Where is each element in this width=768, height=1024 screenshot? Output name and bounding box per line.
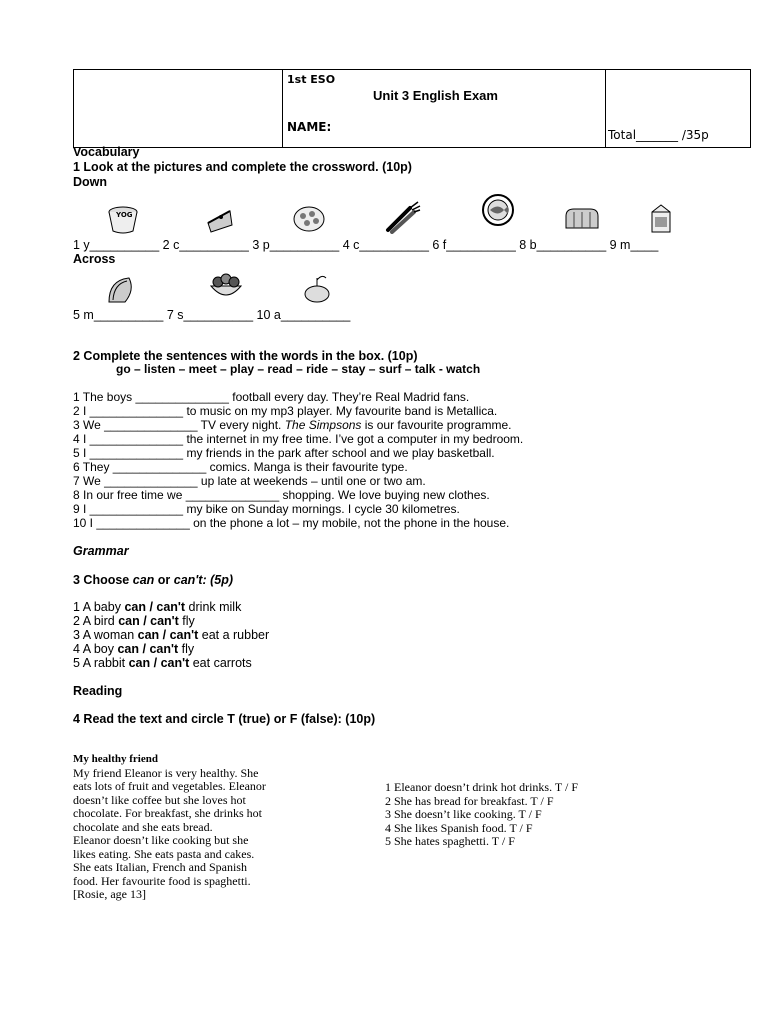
svg-text:YOG: YOG	[116, 211, 133, 219]
sentence-3: 3 We ______________ TV every night. The Simpsons is our favourite programme.	[73, 418, 512, 432]
fish-plate-icon	[480, 193, 516, 227]
text-line-5: chocolate and she eats bread.	[73, 820, 213, 834]
q1-heading: 1 Look at the pictures and complete the crossword. (10p)	[73, 160, 412, 174]
total-score: Total_______ /35p	[608, 128, 709, 142]
sentence-7: 7 We ______________ up late at weekends – until one or two am.	[73, 474, 426, 488]
sentence-10: 10 I ______________ on the phone a lot – my mobile, not the phone in the house.	[73, 516, 510, 530]
exam-title: Unit 3 English Exam	[373, 88, 498, 103]
q4-heading: 4 Read the text and circle T (true) or F (false): (10p)	[73, 712, 376, 726]
bread-icon	[564, 206, 600, 232]
text-line-3: doesn’t like coffee but she loves hot	[73, 793, 246, 807]
across-answers: 5 m__________ 7 s__________ 10 a__________	[73, 308, 351, 322]
text-line-6: Eleanor doesn’t like cooking but she	[73, 833, 249, 847]
milk-carton-icon	[646, 202, 676, 234]
grammar-item-1: 1 A baby can / can't drink milk	[73, 600, 242, 614]
text-title: My healthy friend	[73, 753, 158, 765]
sentence-1: 1 The boys ______________ football every day. They’re Real Madrid fans.	[73, 390, 470, 404]
text-line-9: food. Her favourite food is spaghetti.	[73, 874, 251, 888]
text-line-1: My friend Eleanor is very healthy. She	[73, 766, 259, 780]
sentence-5: 5 I ______________ my friends in the park after school and we play basketball.	[73, 446, 495, 460]
text-line-8: She eats Italian, French and Spanish	[73, 860, 247, 874]
grammar-heading: Grammar	[73, 544, 129, 558]
down-answers: 1 y__________ 2 c__________ 3 p__________ 4 c__________ 6 f__________ 8 b__________ 9 m____	[73, 238, 659, 252]
grammar-item-5: 5 A rabbit can / can't eat carrots	[73, 656, 252, 670]
pizza-icon	[292, 202, 326, 234]
statement-4: 4 She likes Spanish food. T / F	[385, 821, 533, 835]
sentence-2: 2 I ______________ to music on my mp3 player. My favourite band is Metallica.	[73, 404, 498, 418]
text-line-4: chocolate. For breakfast, she drinks hot	[73, 806, 262, 820]
sentence-6: 6 They ______________ comics. Manga is their favourite type.	[73, 460, 408, 474]
statement-3: 3 She doesn’t like cooking. T / F	[385, 807, 542, 821]
text-line-10: [Rosie, age 13]	[73, 887, 146, 901]
apple-icon	[302, 272, 332, 304]
text-line-2: eats lots of fruit and vegetables. Eleanor	[73, 779, 266, 793]
statement-2: 2 She has bread for breakfast. T / F	[385, 794, 554, 808]
text-line-7: likes eating. She eats pasta and cakes.	[73, 847, 255, 861]
statement-1: 1 Eleanor doesn’t drink hot drinks. T / F	[385, 780, 578, 794]
sentence-8: 8 In our free time we ______________ shopping. We love buying new clothes.	[73, 488, 490, 502]
yogurt-icon	[106, 205, 140, 235]
q2-heading: 2 Complete the sentences with the words in the box. (10p)	[73, 349, 418, 363]
q3-heading: 3 Choose can or can't: (5p)	[73, 573, 233, 587]
down-label: Down	[73, 175, 108, 189]
grammar-item-2: 2 A bird can / can't fly	[73, 614, 195, 628]
name-label: NAME:	[287, 120, 332, 134]
word-box: go – listen – meet – play – read – ride – stay – surf – talk - watch	[116, 362, 481, 376]
header-cell-left	[74, 70, 283, 147]
sentence-9: 9 I ______________ my bike on Sunday mornings. I cycle 30 kilometres.	[73, 502, 460, 516]
level-label: 1st ESO	[287, 73, 336, 86]
salad-icon	[208, 270, 244, 302]
across-label: Across	[73, 252, 116, 266]
grammar-item-3: 3 A woman can / can't eat a rubber	[73, 628, 270, 642]
cake-icon	[205, 205, 235, 235]
statement-5: 5 She hates spaghetti. T / F	[385, 834, 515, 848]
grammar-item-4: 4 A boy can / can't fly	[73, 642, 195, 656]
melon-icon	[105, 274, 139, 308]
sentence-4: 4 I ______________ the internet in my free time. I’ve got a computer in my bedroom.	[73, 432, 524, 446]
reading-heading: Reading	[73, 684, 123, 698]
vocabulary-heading: Vocabulary	[73, 145, 140, 159]
carrots-icon	[384, 200, 422, 234]
